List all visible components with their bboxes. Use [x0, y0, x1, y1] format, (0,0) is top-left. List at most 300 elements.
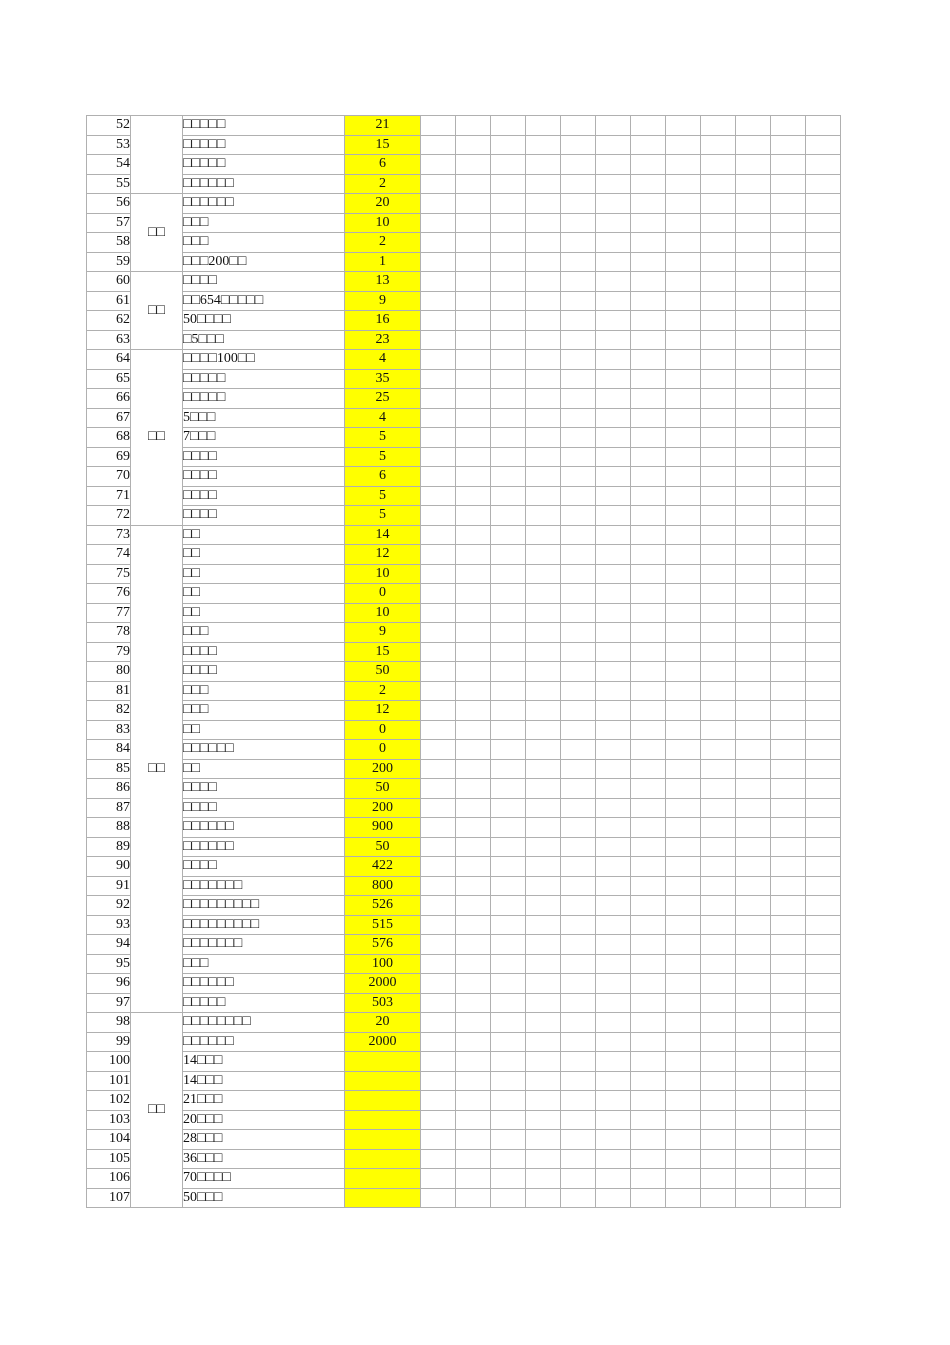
quantity-cell[interactable]: 0 [345, 584, 421, 604]
empty-cell[interactable] [736, 798, 771, 818]
empty-cell[interactable] [421, 1110, 456, 1130]
empty-cell[interactable] [806, 447, 841, 467]
empty-cell[interactable] [421, 467, 456, 487]
quantity-cell[interactable]: 2 [345, 233, 421, 253]
row-number-cell[interactable]: 71 [87, 486, 131, 506]
empty-cell[interactable] [771, 194, 806, 214]
empty-cell[interactable] [806, 525, 841, 545]
empty-cell[interactable] [561, 233, 596, 253]
empty-cell[interactable] [491, 1052, 526, 1072]
empty-cell[interactable] [561, 954, 596, 974]
empty-cell[interactable] [736, 272, 771, 292]
empty-cell[interactable] [666, 369, 701, 389]
empty-cell[interactable] [421, 935, 456, 955]
empty-cell[interactable] [631, 623, 666, 643]
empty-cell[interactable] [421, 779, 456, 799]
quantity-cell[interactable]: 515 [345, 915, 421, 935]
empty-cell[interactable] [421, 603, 456, 623]
row-number-cell[interactable]: 57 [87, 213, 131, 233]
empty-cell[interactable] [526, 1110, 561, 1130]
empty-cell[interactable] [561, 1052, 596, 1072]
empty-cell[interactable] [526, 623, 561, 643]
empty-cell[interactable] [701, 1091, 736, 1111]
empty-cell[interactable] [596, 935, 631, 955]
item-name-cell[interactable]: □□□□ [183, 506, 345, 526]
empty-cell[interactable] [421, 330, 456, 350]
empty-cell[interactable] [596, 720, 631, 740]
empty-cell[interactable] [561, 818, 596, 838]
empty-cell[interactable] [736, 974, 771, 994]
empty-cell[interactable] [421, 701, 456, 721]
empty-cell[interactable] [456, 272, 491, 292]
empty-cell[interactable] [561, 915, 596, 935]
quantity-cell[interactable]: 2000 [345, 974, 421, 994]
row-number-cell[interactable]: 85 [87, 759, 131, 779]
item-name-cell[interactable]: □□ [183, 603, 345, 623]
empty-cell[interactable] [806, 974, 841, 994]
item-name-cell[interactable]: □□□□□□ [183, 1032, 345, 1052]
empty-cell[interactable] [421, 545, 456, 565]
category-cell[interactable] [131, 116, 183, 194]
empty-cell[interactable] [456, 623, 491, 643]
empty-cell[interactable] [596, 1071, 631, 1091]
row-number-cell[interactable]: 76 [87, 584, 131, 604]
empty-cell[interactable] [456, 525, 491, 545]
empty-cell[interactable] [806, 954, 841, 974]
empty-cell[interactable] [736, 155, 771, 175]
empty-cell[interactable] [666, 233, 701, 253]
empty-cell[interactable] [456, 369, 491, 389]
empty-cell[interactable] [456, 603, 491, 623]
empty-cell[interactable] [666, 135, 701, 155]
row-number-cell[interactable]: 89 [87, 837, 131, 857]
empty-cell[interactable] [806, 857, 841, 877]
empty-cell[interactable] [526, 798, 561, 818]
empty-cell[interactable] [771, 876, 806, 896]
quantity-cell[interactable] [345, 1149, 421, 1169]
empty-cell[interactable] [771, 662, 806, 682]
empty-cell[interactable] [666, 915, 701, 935]
empty-cell[interactable] [596, 194, 631, 214]
empty-cell[interactable] [421, 740, 456, 760]
empty-cell[interactable] [491, 818, 526, 838]
empty-cell[interactable] [456, 408, 491, 428]
empty-cell[interactable] [701, 1110, 736, 1130]
empty-cell[interactable] [771, 584, 806, 604]
empty-cell[interactable] [666, 1188, 701, 1208]
empty-cell[interactable] [561, 1110, 596, 1130]
empty-cell[interactable] [771, 213, 806, 233]
row-number-cell[interactable]: 81 [87, 681, 131, 701]
empty-cell[interactable] [736, 623, 771, 643]
empty-cell[interactable] [456, 896, 491, 916]
empty-cell[interactable] [701, 1130, 736, 1150]
empty-cell[interactable] [561, 447, 596, 467]
empty-cell[interactable] [596, 857, 631, 877]
empty-cell[interactable] [421, 837, 456, 857]
empty-cell[interactable] [631, 408, 666, 428]
row-number-cell[interactable]: 72 [87, 506, 131, 526]
quantity-cell[interactable]: 5 [345, 486, 421, 506]
quantity-cell[interactable]: 16 [345, 311, 421, 331]
empty-cell[interactable] [421, 1032, 456, 1052]
empty-cell[interactable] [631, 720, 666, 740]
empty-cell[interactable] [806, 1013, 841, 1033]
empty-cell[interactable] [561, 1188, 596, 1208]
empty-cell[interactable] [421, 116, 456, 136]
empty-cell[interactable] [666, 1091, 701, 1111]
empty-cell[interactable] [701, 1013, 736, 1033]
row-number-cell[interactable]: 90 [87, 857, 131, 877]
quantity-cell[interactable]: 2000 [345, 1032, 421, 1052]
item-name-cell[interactable]: □□ [183, 584, 345, 604]
empty-cell[interactable] [771, 389, 806, 409]
empty-cell[interactable] [736, 233, 771, 253]
empty-cell[interactable] [736, 1013, 771, 1033]
quantity-cell[interactable]: 5 [345, 506, 421, 526]
row-number-cell[interactable]: 100 [87, 1052, 131, 1072]
empty-cell[interactable] [806, 1130, 841, 1150]
row-number-cell[interactable]: 80 [87, 662, 131, 682]
empty-cell[interactable] [736, 662, 771, 682]
empty-cell[interactable] [806, 428, 841, 448]
quantity-cell[interactable]: 10 [345, 213, 421, 233]
empty-cell[interactable] [666, 740, 701, 760]
empty-cell[interactable] [631, 369, 666, 389]
empty-cell[interactable] [631, 1188, 666, 1208]
row-number-cell[interactable]: 82 [87, 701, 131, 721]
empty-cell[interactable] [631, 798, 666, 818]
empty-cell[interactable] [806, 194, 841, 214]
empty-cell[interactable] [421, 1071, 456, 1091]
empty-cell[interactable] [701, 876, 736, 896]
empty-cell[interactable] [491, 467, 526, 487]
empty-cell[interactable] [806, 1032, 841, 1052]
category-cell[interactable]: □□ [131, 272, 183, 350]
empty-cell[interactable] [771, 1091, 806, 1111]
row-number-cell[interactable]: 96 [87, 974, 131, 994]
empty-cell[interactable] [806, 506, 841, 526]
quantity-cell[interactable]: 10 [345, 564, 421, 584]
item-name-cell[interactable]: □□□□□ [183, 155, 345, 175]
empty-cell[interactable] [631, 642, 666, 662]
row-number-cell[interactable]: 98 [87, 1013, 131, 1033]
empty-cell[interactable] [456, 584, 491, 604]
empty-cell[interactable] [806, 1188, 841, 1208]
empty-cell[interactable] [701, 681, 736, 701]
item-name-cell[interactable]: □□□□ [183, 486, 345, 506]
row-number-cell[interactable]: 105 [87, 1149, 131, 1169]
empty-cell[interactable] [666, 779, 701, 799]
row-number-cell[interactable]: 77 [87, 603, 131, 623]
row-number-cell[interactable]: 99 [87, 1032, 131, 1052]
item-name-cell[interactable]: □□□□ [183, 642, 345, 662]
empty-cell[interactable] [631, 1130, 666, 1150]
empty-cell[interactable] [631, 915, 666, 935]
empty-cell[interactable] [456, 701, 491, 721]
empty-cell[interactable] [666, 876, 701, 896]
empty-cell[interactable] [736, 506, 771, 526]
empty-cell[interactable] [456, 1169, 491, 1189]
empty-cell[interactable] [736, 1032, 771, 1052]
quantity-cell[interactable]: 422 [345, 857, 421, 877]
empty-cell[interactable] [701, 1032, 736, 1052]
empty-cell[interactable] [596, 506, 631, 526]
empty-cell[interactable] [491, 720, 526, 740]
empty-cell[interactable] [596, 174, 631, 194]
empty-cell[interactable] [456, 311, 491, 331]
empty-cell[interactable] [561, 213, 596, 233]
empty-cell[interactable] [736, 759, 771, 779]
empty-cell[interactable] [771, 1013, 806, 1033]
quantity-cell[interactable]: 100 [345, 954, 421, 974]
empty-cell[interactable] [526, 389, 561, 409]
item-name-cell[interactable]: □□□□□□□□□ [183, 896, 345, 916]
empty-cell[interactable] [491, 681, 526, 701]
quantity-cell[interactable]: 14 [345, 525, 421, 545]
empty-cell[interactable] [526, 233, 561, 253]
item-name-cell[interactable]: □□□□□ [183, 116, 345, 136]
empty-cell[interactable] [491, 1169, 526, 1189]
empty-cell[interactable] [631, 1169, 666, 1189]
quantity-cell[interactable] [345, 1052, 421, 1072]
empty-cell[interactable] [561, 896, 596, 916]
quantity-cell[interactable]: 21 [345, 116, 421, 136]
empty-cell[interactable] [771, 1052, 806, 1072]
empty-cell[interactable] [456, 330, 491, 350]
empty-cell[interactable] [491, 701, 526, 721]
empty-cell[interactable] [491, 1013, 526, 1033]
empty-cell[interactable] [631, 506, 666, 526]
empty-cell[interactable] [491, 389, 526, 409]
empty-cell[interactable] [771, 564, 806, 584]
empty-cell[interactable] [701, 623, 736, 643]
empty-cell[interactable] [526, 330, 561, 350]
empty-cell[interactable] [526, 954, 561, 974]
empty-cell[interactable] [421, 213, 456, 233]
empty-cell[interactable] [421, 584, 456, 604]
empty-cell[interactable] [701, 233, 736, 253]
category-cell[interactable]: □□ [131, 525, 183, 1013]
empty-cell[interactable] [491, 116, 526, 136]
empty-cell[interactable] [561, 1013, 596, 1033]
empty-cell[interactable] [701, 603, 736, 623]
empty-cell[interactable] [596, 1110, 631, 1130]
item-name-cell[interactable]: □□□□ [183, 857, 345, 877]
empty-cell[interactable] [491, 759, 526, 779]
empty-cell[interactable] [806, 408, 841, 428]
empty-cell[interactable] [701, 759, 736, 779]
empty-cell[interactable] [771, 272, 806, 292]
empty-cell[interactable] [456, 779, 491, 799]
empty-cell[interactable] [526, 740, 561, 760]
empty-cell[interactable] [456, 467, 491, 487]
empty-cell[interactable] [666, 525, 701, 545]
empty-cell[interactable] [456, 233, 491, 253]
empty-cell[interactable] [456, 1052, 491, 1072]
empty-cell[interactable] [491, 564, 526, 584]
empty-cell[interactable] [421, 662, 456, 682]
empty-cell[interactable] [561, 350, 596, 370]
item-name-cell[interactable]: □□□□□□ [183, 974, 345, 994]
empty-cell[interactable] [771, 779, 806, 799]
row-number-cell[interactable]: 65 [87, 369, 131, 389]
empty-cell[interactable] [491, 311, 526, 331]
empty-cell[interactable] [526, 662, 561, 682]
empty-cell[interactable] [456, 681, 491, 701]
empty-cell[interactable] [701, 350, 736, 370]
empty-cell[interactable] [701, 564, 736, 584]
empty-cell[interactable] [806, 662, 841, 682]
empty-cell[interactable] [456, 545, 491, 565]
empty-cell[interactable] [526, 447, 561, 467]
empty-cell[interactable] [631, 993, 666, 1013]
empty-cell[interactable] [771, 428, 806, 448]
empty-cell[interactable] [771, 545, 806, 565]
quantity-cell[interactable]: 900 [345, 818, 421, 838]
empty-cell[interactable] [596, 311, 631, 331]
item-name-cell[interactable]: □□ [183, 720, 345, 740]
quantity-cell[interactable]: 23 [345, 330, 421, 350]
quantity-cell[interactable]: 6 [345, 467, 421, 487]
quantity-cell[interactable]: 9 [345, 291, 421, 311]
row-number-cell[interactable]: 70 [87, 467, 131, 487]
empty-cell[interactable] [736, 720, 771, 740]
empty-cell[interactable] [491, 252, 526, 272]
empty-cell[interactable] [421, 954, 456, 974]
empty-cell[interactable] [491, 935, 526, 955]
empty-cell[interactable] [771, 837, 806, 857]
empty-cell[interactable] [456, 291, 491, 311]
empty-cell[interactable] [806, 779, 841, 799]
empty-cell[interactable] [456, 506, 491, 526]
quantity-cell[interactable]: 5 [345, 428, 421, 448]
empty-cell[interactable] [771, 798, 806, 818]
empty-cell[interactable] [701, 662, 736, 682]
item-name-cell[interactable]: 50□□□□ [183, 311, 345, 331]
empty-cell[interactable] [421, 876, 456, 896]
empty-cell[interactable] [736, 369, 771, 389]
empty-cell[interactable] [701, 642, 736, 662]
empty-cell[interactable] [421, 272, 456, 292]
row-number-cell[interactable]: 73 [87, 525, 131, 545]
empty-cell[interactable] [456, 798, 491, 818]
empty-cell[interactable] [631, 954, 666, 974]
empty-cell[interactable] [631, 857, 666, 877]
empty-cell[interactable] [771, 759, 806, 779]
empty-cell[interactable] [736, 896, 771, 916]
empty-cell[interactable] [666, 311, 701, 331]
empty-cell[interactable] [631, 779, 666, 799]
empty-cell[interactable] [561, 545, 596, 565]
empty-cell[interactable] [526, 525, 561, 545]
quantity-cell[interactable]: 25 [345, 389, 421, 409]
empty-cell[interactable] [666, 837, 701, 857]
empty-cell[interactable] [806, 369, 841, 389]
empty-cell[interactable] [701, 857, 736, 877]
empty-cell[interactable] [596, 291, 631, 311]
empty-cell[interactable] [421, 350, 456, 370]
row-number-cell[interactable]: 93 [87, 915, 131, 935]
empty-cell[interactable] [456, 1110, 491, 1130]
empty-cell[interactable] [771, 701, 806, 721]
row-number-cell[interactable]: 62 [87, 311, 131, 331]
empty-cell[interactable] [701, 1071, 736, 1091]
empty-cell[interactable] [631, 603, 666, 623]
empty-cell[interactable] [596, 681, 631, 701]
row-number-cell[interactable]: 83 [87, 720, 131, 740]
empty-cell[interactable] [561, 974, 596, 994]
empty-cell[interactable] [596, 701, 631, 721]
item-name-cell[interactable]: □□□□□□ [183, 194, 345, 214]
empty-cell[interactable] [631, 1052, 666, 1072]
item-name-cell[interactable]: 5□□□ [183, 408, 345, 428]
empty-cell[interactable] [806, 935, 841, 955]
empty-cell[interactable] [526, 993, 561, 1013]
empty-cell[interactable] [666, 174, 701, 194]
empty-cell[interactable] [491, 798, 526, 818]
empty-cell[interactable] [631, 233, 666, 253]
empty-cell[interactable] [736, 291, 771, 311]
empty-cell[interactable] [806, 1091, 841, 1111]
empty-cell[interactable] [631, 1013, 666, 1033]
empty-cell[interactable] [491, 662, 526, 682]
empty-cell[interactable] [491, 1071, 526, 1091]
empty-cell[interactable] [596, 876, 631, 896]
item-name-cell[interactable]: □□□□□□ [183, 740, 345, 760]
empty-cell[interactable] [666, 818, 701, 838]
row-number-cell[interactable]: 58 [87, 233, 131, 253]
quantity-cell[interactable]: 35 [345, 369, 421, 389]
empty-cell[interactable] [701, 935, 736, 955]
empty-cell[interactable] [736, 1071, 771, 1091]
quantity-cell[interactable]: 20 [345, 1013, 421, 1033]
item-name-cell[interactable]: □□□□□ [183, 369, 345, 389]
row-number-cell[interactable]: 60 [87, 272, 131, 292]
empty-cell[interactable] [666, 759, 701, 779]
empty-cell[interactable] [631, 1110, 666, 1130]
empty-cell[interactable] [736, 135, 771, 155]
empty-cell[interactable] [596, 954, 631, 974]
row-number-cell[interactable]: 59 [87, 252, 131, 272]
empty-cell[interactable] [561, 935, 596, 955]
empty-cell[interactable] [596, 1130, 631, 1150]
empty-cell[interactable] [771, 116, 806, 136]
empty-cell[interactable] [456, 1188, 491, 1208]
empty-cell[interactable] [631, 584, 666, 604]
empty-cell[interactable] [561, 876, 596, 896]
empty-cell[interactable] [561, 681, 596, 701]
empty-cell[interactable] [596, 545, 631, 565]
empty-cell[interactable] [596, 135, 631, 155]
quantity-cell[interactable]: 0 [345, 740, 421, 760]
empty-cell[interactable] [421, 486, 456, 506]
empty-cell[interactable] [806, 564, 841, 584]
empty-cell[interactable] [421, 564, 456, 584]
empty-cell[interactable] [631, 1091, 666, 1111]
item-name-cell[interactable]: □□□ [183, 213, 345, 233]
empty-cell[interactable] [666, 857, 701, 877]
empty-cell[interactable] [631, 291, 666, 311]
empty-cell[interactable] [526, 564, 561, 584]
row-number-cell[interactable]: 56 [87, 194, 131, 214]
empty-cell[interactable] [806, 291, 841, 311]
empty-cell[interactable] [526, 174, 561, 194]
empty-cell[interactable] [736, 779, 771, 799]
empty-cell[interactable] [596, 525, 631, 545]
empty-cell[interactable] [736, 837, 771, 857]
empty-cell[interactable] [771, 954, 806, 974]
